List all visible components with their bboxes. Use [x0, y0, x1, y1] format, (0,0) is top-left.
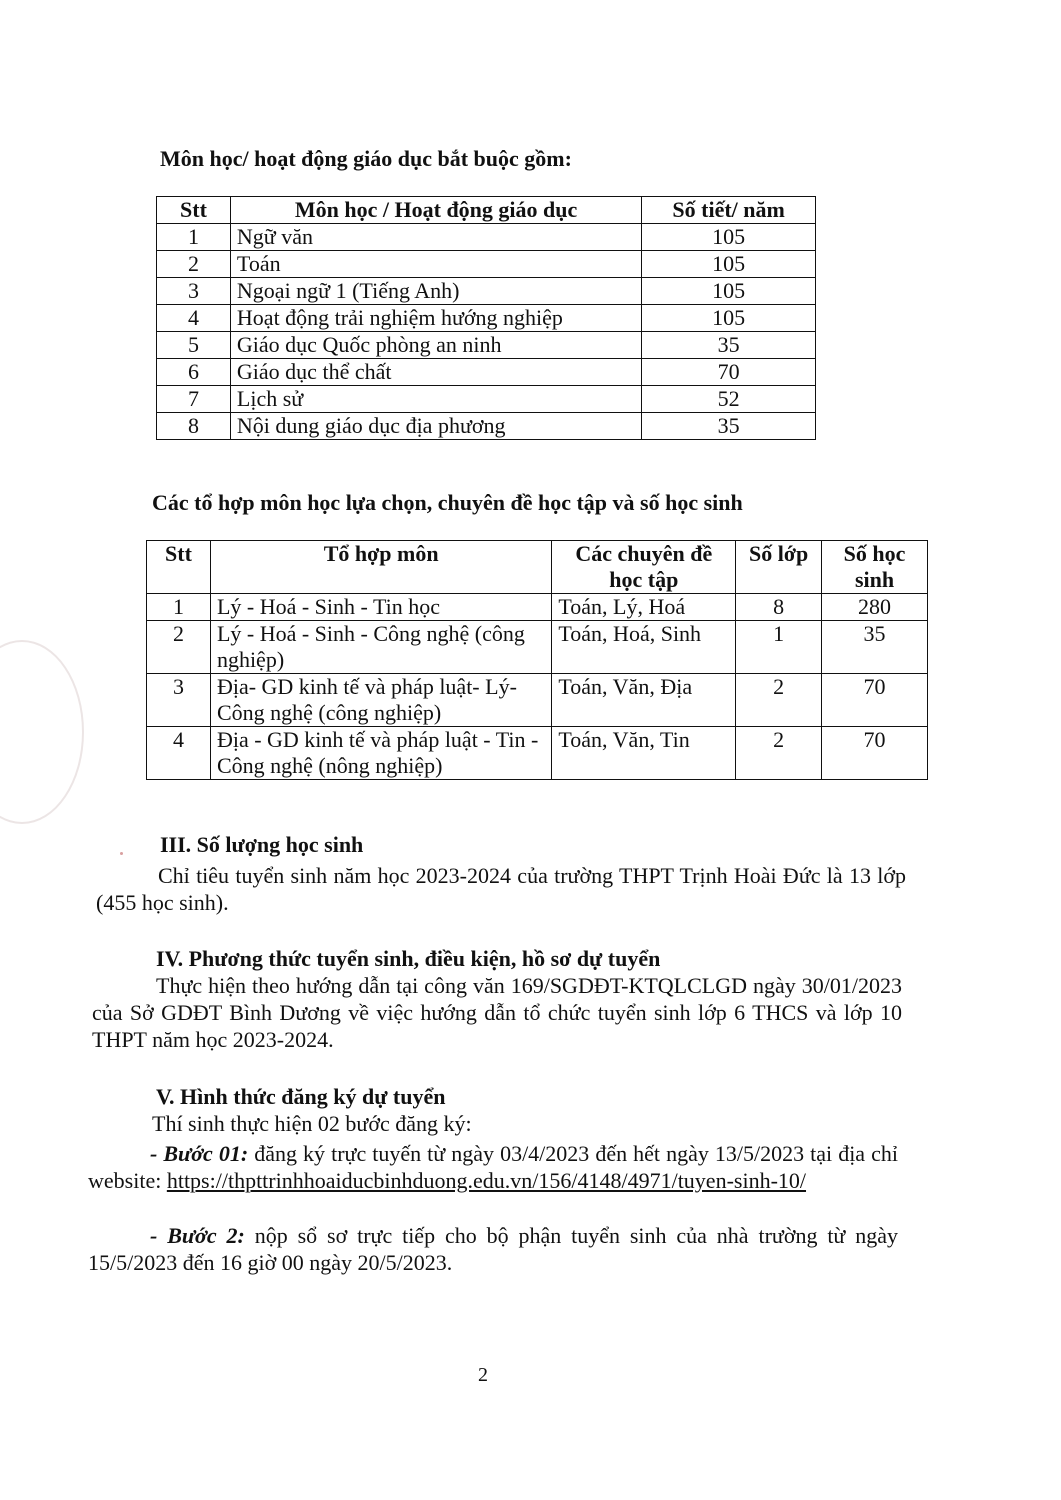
cell-classes: 2 [736, 727, 822, 780]
table-row [147, 594, 928, 621]
step2-text: nộp sổ sơ trực tiếp cho bộ phận tuyển sinh của nhà trường từ ngày 15/5/2023 đến 16 giờ 00 ngày 20/5/2023. [88, 1223, 898, 1275]
step1-label: - Bước 01: [150, 1141, 249, 1166]
step1-paragraph [88, 1140, 898, 1194]
table-row [147, 727, 928, 780]
table-row [157, 251, 816, 278]
table-row [157, 413, 816, 440]
header-combination: Tổ hợp môn [210, 541, 551, 594]
cell-classes: 1 [736, 621, 822, 674]
header-stt: Stt [157, 197, 231, 224]
header-periods: Số tiết/ năm [642, 197, 816, 224]
cell-students: 70 [822, 674, 928, 727]
cell-combination: Địa - GD kinh tế và pháp luật - Tin - Công nghệ (nông nghiệp) [210, 727, 551, 780]
cell-combination: Lý - Hoá - Sinh - Tin học [210, 594, 551, 621]
table-row [157, 332, 816, 359]
section3-text: Chỉ tiêu tuyển sinh năm học 2023-2024 của trường THPT Trịnh Hoài Đức là 13 lớp (455 học sinh). [96, 863, 906, 915]
cell-periods: 70 [642, 359, 816, 386]
cell-subject: Hoạt động trải nghiệm hướng nghiệp [230, 305, 641, 332]
cell-subject: Ngoại ngữ 1 (Tiếng Anh) [230, 278, 641, 305]
header-subject: Môn học / Hoạt động giáo dục [230, 197, 641, 224]
faded-stamp [0, 640, 84, 824]
section4-text: Thực hiện theo hướng dẫn tại công văn 169/SGDĐT-KTQLCLGD ngày 30/01/2023 của Sở GDĐT Bình Dương về việc hướng dẫn tổ chức tuyển sinh lớp 6 THCS và lớp 10 THPT năm học 2023-2024. [92, 973, 902, 1052]
cell-subject: Ngữ văn [230, 224, 641, 251]
cell-topics: Toán, Văn, Tin [552, 727, 736, 780]
header-classes: Số lớp [736, 541, 822, 594]
section5-intro: Thí sinh thực hiện 02 bước đăng ký: [152, 1111, 472, 1136]
section5-heading: V. Hình thức đăng ký dự tuyển [156, 1084, 446, 1109]
table-header-row [157, 197, 816, 224]
section4-heading: IV. Phương thức tuyển sinh, điều kiện, hồ sơ dự tuyển [156, 946, 661, 971]
cell-stt: 1 [157, 224, 231, 251]
cell-stt: 2 [147, 621, 211, 674]
ink-speck [120, 852, 123, 855]
cell-subject: Giáo dục Quốc phòng an ninh [230, 332, 641, 359]
header-stt: Stt [147, 541, 211, 594]
cell-subject: Nội dung giáo dục địa phương [230, 413, 641, 440]
table-row [157, 278, 816, 305]
cell-stt: 7 [157, 386, 231, 413]
cell-periods: 105 [642, 251, 816, 278]
cell-stt: 5 [157, 332, 231, 359]
table-row [157, 386, 816, 413]
cell-stt: 1 [147, 594, 211, 621]
registration-link[interactable]: https://thpttrinhhoaiducbinhduong.edu.vn/156/4148/4971/tuyen-sinh-10/ [166, 1168, 807, 1193]
step2-paragraph [88, 1222, 898, 1276]
cell-stt: 6 [157, 359, 231, 386]
cell-topics: Toán, Văn, Địa [552, 674, 736, 727]
cell-stt: 8 [157, 413, 231, 440]
header-topics: Các chuyên đề học tập [552, 541, 736, 594]
table-row [157, 305, 816, 332]
cell-topics: Toán, Lý, Hoá [552, 594, 736, 621]
table-row [147, 621, 928, 674]
subject-combinations-table [146, 540, 928, 780]
cell-periods: 105 [642, 224, 816, 251]
page-number: 2 [478, 1364, 488, 1386]
table-row [157, 224, 816, 251]
table-header-row [147, 541, 928, 594]
cell-stt: 4 [147, 727, 211, 780]
step2-label: - Bước 2: [150, 1223, 245, 1248]
cell-periods: 35 [642, 413, 816, 440]
table-row [157, 359, 816, 386]
table-row [147, 674, 928, 727]
cell-combination: Lý - Hoá - Sinh - Công nghệ (công nghiệp) [210, 621, 551, 674]
section1-title: Môn học/ hoạt động giáo dục bắt buộc gồm: [160, 146, 572, 171]
cell-periods: 52 [642, 386, 816, 413]
cell-classes: 8 [736, 594, 822, 621]
cell-topics: Toán, Hoá, Sinh [552, 621, 736, 674]
cell-classes: 2 [736, 674, 822, 727]
cell-stt: 3 [157, 278, 231, 305]
section2-title: Các tổ hợp môn học lựa chọn, chuyên đề học tập và số học sinh [152, 490, 743, 515]
step1-text: đăng ký trực tuyến từ ngày 03/4/2023 đến hết ngày 13/5/2023 tại địa chỉ website: [88, 1141, 898, 1193]
cell-students: 280 [822, 594, 928, 621]
cell-combination: Địa- GD kinh tế và pháp luật- Lý- Công nghệ (công nghiệp) [210, 674, 551, 727]
cell-periods: 105 [642, 305, 816, 332]
cell-subject: Toán [230, 251, 641, 278]
cell-subject: Giáo dục thể chất [230, 359, 641, 386]
cell-stt: 3 [147, 674, 211, 727]
section3-heading: III. Số lượng học sinh [160, 832, 364, 857]
cell-students: 35 [822, 621, 928, 674]
cell-stt: 2 [157, 251, 231, 278]
cell-periods: 105 [642, 278, 816, 305]
header-students: Số học sinh [822, 541, 928, 594]
cell-stt: 4 [157, 305, 231, 332]
required-subjects-table [156, 196, 816, 440]
cell-periods: 35 [642, 332, 816, 359]
cell-subject: Lịch sử [230, 386, 641, 413]
cell-students: 70 [822, 727, 928, 780]
